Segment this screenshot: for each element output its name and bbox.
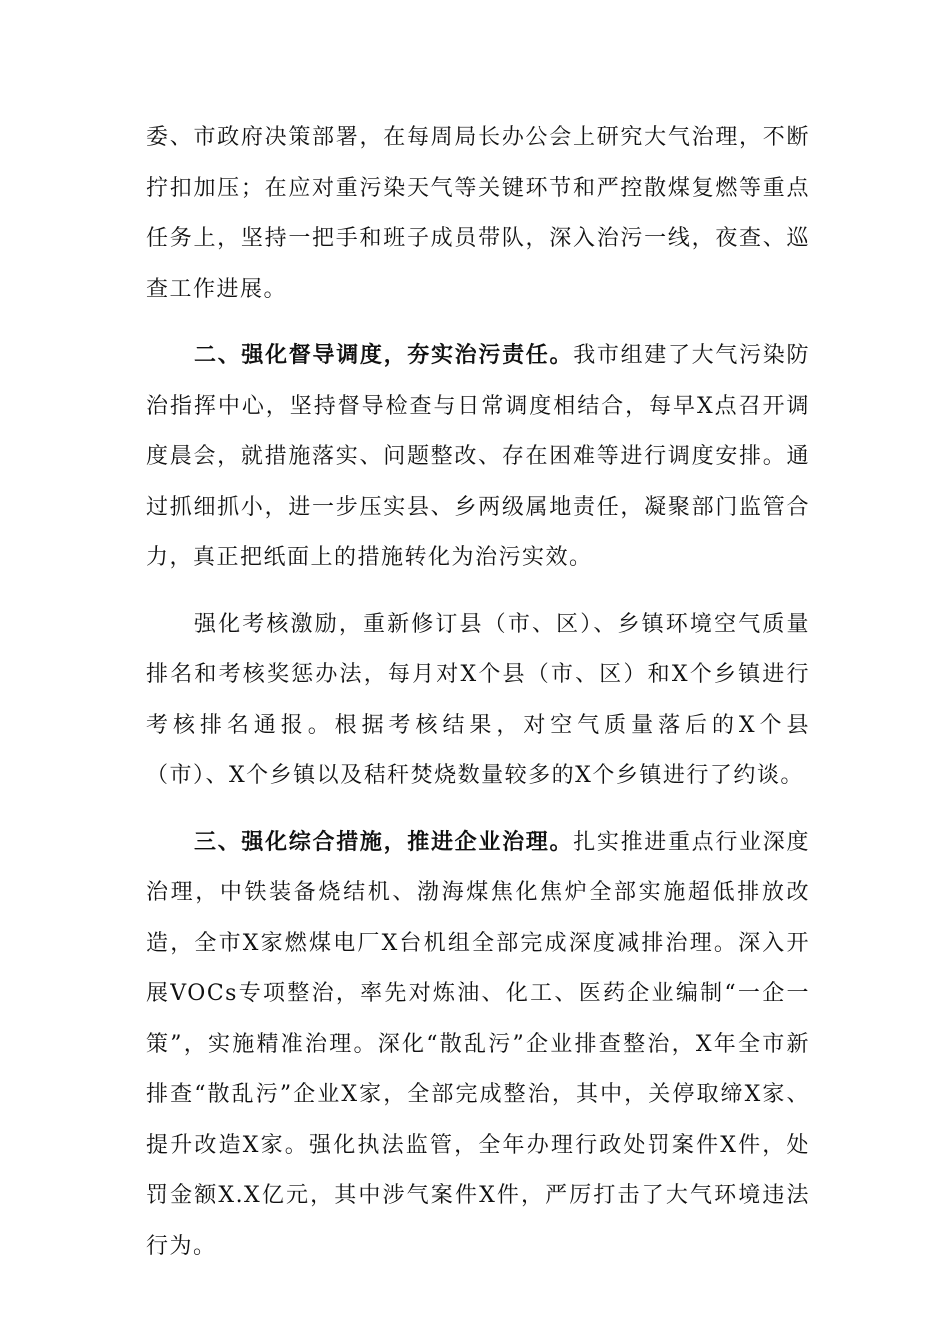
paragraph-text: 强化考核激励，重新修订县（市、区）、乡镇环境空气质量排名和考核奖惩办法，每月对X个县（市、区）和X个乡镇进行考核排名通报。根据考核结果，对空气质量落后的X个县（市）、X个乡镇以及秸秆焚烧数量较多的X个乡镇进行了约谈。 xyxy=(146,611,810,788)
paragraph-text: 委、市政府决策部署，在每周局长办公会上研究大气治理，不断拧扣加压；在应对重污染天气等关键环节和严控散煤复燃等重点任务上，坚持一把手和班子成员带队，深入治污一线，夜查、巡查工作进展。 xyxy=(146,125,810,302)
paragraph-continuation xyxy=(146,113,810,315)
section-heading: 二、强化督导调度，夯实治污责任。 xyxy=(194,343,574,368)
document-body xyxy=(146,113,810,1272)
paragraph-section-three xyxy=(146,818,810,1273)
paragraph-text: 扎实推进重点行业深度治理，中铁装备烧结机、渤海煤焦化焦炉全部实施超低排放改造，全市X家燃煤电厂X台机组全部完成深度减排治理。深入开展VOCs专项整治，率先对炼油、化工、医药企业编制“一企一策”，实施精准治理。深化“散乱污”企业排查整治，X年全市新排查“散乱污”企业X家，全部完成整治，其中，关停取缔X家、提升改造X家。强化执法监管，全年办理行政处罚案件X件，处罚金额X.X亿元，其中涉气案件X件，严厉打击了大气环境违法行为。 xyxy=(146,829,810,1259)
paragraph-text: 我市组建了大气污染防治指挥中心，坚持督导检查与日常调度相结合，每早X点召开调度晨会，就措施落实、问题整改、存在困难等进行调度安排。通过抓细抓小，进一步压实县、乡两级属地责任，凝聚部门监管合力，真正把纸面上的措施转化为治污实效。 xyxy=(146,343,810,570)
paragraph-section-two xyxy=(146,331,810,584)
paragraph-assessment xyxy=(146,600,810,802)
section-heading: 三、强化综合措施，推进企业治理。 xyxy=(194,829,574,855)
